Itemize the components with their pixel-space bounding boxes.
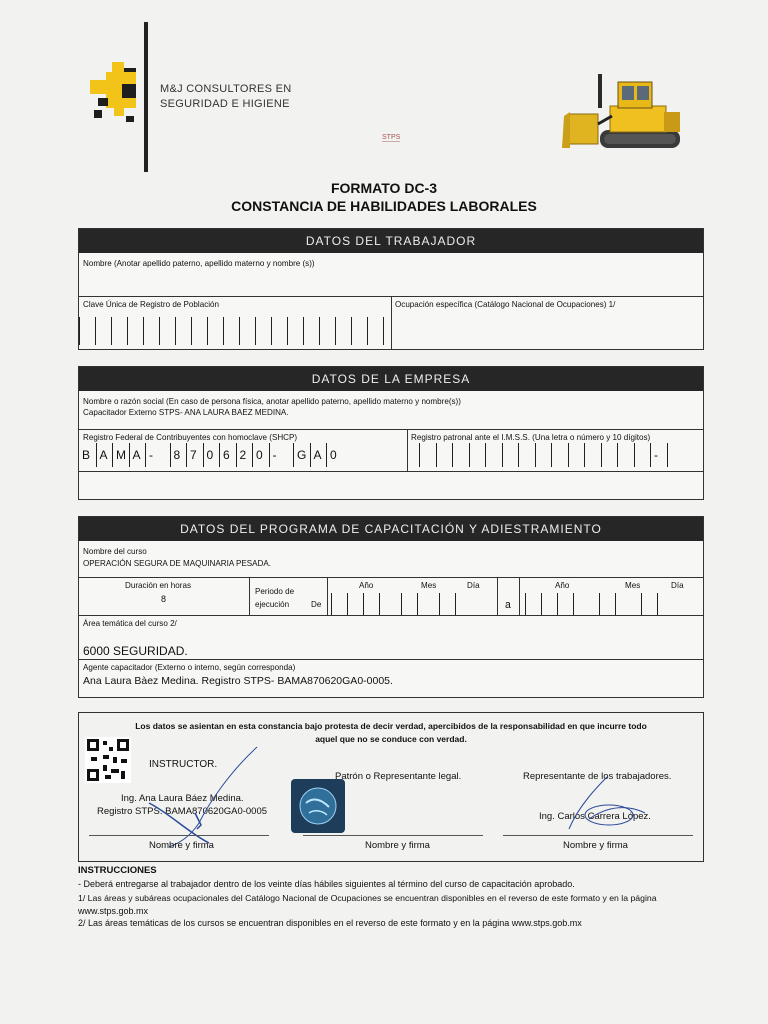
signature-caption-instructor: Nombre y firma bbox=[149, 840, 214, 851]
imss-dash: - bbox=[650, 443, 667, 467]
rfc-char: 2 bbox=[236, 443, 253, 467]
topic-area-value: 6000 SEGURIDAD. bbox=[83, 644, 188, 658]
logo-divider bbox=[144, 22, 148, 172]
instructor-name: Ing. Ana Laura Báez Medina. bbox=[121, 793, 244, 804]
curp-cells[interactable] bbox=[79, 317, 399, 345]
company-logo bbox=[84, 62, 144, 122]
rfc-char: A bbox=[96, 443, 113, 467]
occupation-label: Ocupación específica (Catálogo Nacional de Ocupaciones) 1/ bbox=[395, 299, 616, 309]
rfc-char: A bbox=[129, 443, 146, 467]
rfc-char: M bbox=[112, 443, 129, 467]
company-section-heading: DATOS DE LA EMPRESA bbox=[79, 367, 703, 391]
business-name-value: Capacitador Externo STPS- ANA LAURA BAEZ MEDINA. bbox=[83, 407, 289, 417]
rfc-char: 8 bbox=[170, 443, 187, 467]
duration-value: 8 bbox=[161, 594, 167, 604]
signature-caption-workers: Nombre y firma bbox=[563, 840, 628, 851]
start-day-label: Día bbox=[467, 580, 480, 590]
form-title: FORMATO DC-3 bbox=[330, 180, 438, 196]
company-name-line2: SEGURIDAD E HIGIENE bbox=[160, 98, 290, 110]
to-label: a bbox=[505, 599, 511, 611]
instructions-heading: INSTRUCCIONES bbox=[78, 865, 157, 876]
signature-caption-employer: Nombre y firma bbox=[365, 840, 430, 851]
instructor-signature bbox=[139, 743, 259, 853]
rfc-char: - bbox=[145, 443, 162, 467]
curp-label: Clave Única de Registro de Población bbox=[83, 299, 220, 309]
instruction-line: 1/ Las áreas y subáreas ocupacionales del Catálogo Nacional de Ocupaciones se encuentran disponibles en el reverso de este formato y en la página bbox=[78, 893, 657, 903]
business-name-label: Nombre o razón social (En caso de persona física, anotar apellido paterno, apellido materno y nombre(s)) bbox=[83, 396, 461, 406]
employer-label: Patrón o Representante legal. bbox=[335, 771, 462, 782]
from-label: De bbox=[311, 599, 322, 609]
bulldozer-image bbox=[560, 68, 688, 158]
trainer-label: Agente capacitador (Externo o interno, según corresponda) bbox=[83, 662, 296, 672]
company-section bbox=[78, 366, 704, 500]
duration-label: Duración en horas bbox=[125, 580, 191, 590]
instruction-line: www.stps.gob.mx bbox=[78, 906, 149, 916]
workers-rep-signature bbox=[549, 775, 649, 835]
end-year-label: Año bbox=[555, 580, 570, 590]
topic-area-label: Área temática del curso 2/ bbox=[83, 618, 177, 628]
rfc-char: - bbox=[269, 443, 286, 467]
imss-cells[interactable] bbox=[419, 443, 683, 467]
rfc-char: B bbox=[82, 448, 91, 462]
start-month-label: Mes bbox=[421, 580, 437, 590]
period-label-2: ejecución bbox=[255, 599, 290, 609]
trainer-value: Ana Laura Bàez Medina. Registro STPS- BAMA870620GA0-0005. bbox=[83, 675, 393, 687]
program-section-heading: DATOS DEL PROGRAMA DE CAPACITACIÓN Y ADIESTRAMIENTO bbox=[79, 517, 703, 541]
instruction-line: 2/ Las áreas temáticas de los cursos se encuentran disponibles en el reverso de este formato y en la página www.stps.gob.mx bbox=[78, 918, 582, 928]
rfc-char: 0 bbox=[326, 443, 343, 467]
rfc-char: G bbox=[293, 443, 310, 467]
rfc-char: 6 bbox=[219, 443, 236, 467]
instruction-line: - Deberá entregarse al trabajador dentro de los veinte días hábiles siguientes al término del curso de capacitación aprobado. bbox=[78, 879, 575, 889]
company-name-line1: M&J CONSULTORES EN bbox=[160, 83, 292, 95]
period-label-1: Periodo de bbox=[255, 586, 295, 596]
rfc-char: 0 bbox=[203, 443, 220, 467]
program-section bbox=[78, 516, 704, 698]
qr-code-icon bbox=[85, 737, 131, 783]
course-name-label: Nombre del curso bbox=[83, 546, 147, 556]
declaration-line2: aquel que no se conduce con verdad. bbox=[315, 734, 467, 744]
end-month-label: Mes bbox=[625, 580, 641, 590]
instructor-registration: Registro STPS. BAMA870620GA0-0005 bbox=[97, 806, 268, 817]
declaration-line1: Los datos se asientan en esta constancia bajo protesta de decir verdad, apercibidos de la responsabilidad en que incurre todo bbox=[135, 721, 647, 731]
end-day-label: Día bbox=[671, 580, 684, 590]
rfc-cells bbox=[79, 443, 343, 467]
company-seal bbox=[291, 779, 345, 833]
end-date-cells[interactable] bbox=[525, 593, 673, 615]
worker-section-heading: DATOS DEL TRABAJADOR bbox=[79, 229, 703, 253]
rfc-label: Registro Federal de Contribuyentes con homoclave (SHCP) bbox=[83, 432, 298, 442]
instructor-label: INSTRUCTOR. bbox=[149, 759, 218, 770]
workers-rep-name: Ing. Carlos Carrera López. bbox=[539, 811, 651, 822]
start-date-cells[interactable] bbox=[331, 593, 471, 615]
start-year-label: Año bbox=[359, 580, 374, 590]
stps-mark: STPS bbox=[382, 134, 401, 141]
imss-label: Registro patronal ante el I.M.S.S. (Una letra o número y 10 dígitos) bbox=[411, 432, 651, 442]
rfc-char: 0 bbox=[252, 443, 269, 467]
workers-rep-label: Representante de los trabajadores. bbox=[523, 771, 672, 782]
company-name bbox=[160, 82, 292, 112]
rfc-char: A bbox=[310, 443, 327, 467]
course-name-value: OPERACIÓN SEGURA DE MAQUINARIA PESADA. bbox=[83, 558, 272, 568]
worker-name-label: Nombre (Anotar apellido paterno, apellido materno y nombre (s)) bbox=[83, 258, 315, 268]
signature-section bbox=[78, 712, 704, 862]
worker-section bbox=[78, 228, 704, 350]
form-subtitle: CONSTANCIA DE HABILIDADES LABORALES bbox=[231, 198, 537, 214]
rfc-char: 7 bbox=[186, 443, 203, 467]
